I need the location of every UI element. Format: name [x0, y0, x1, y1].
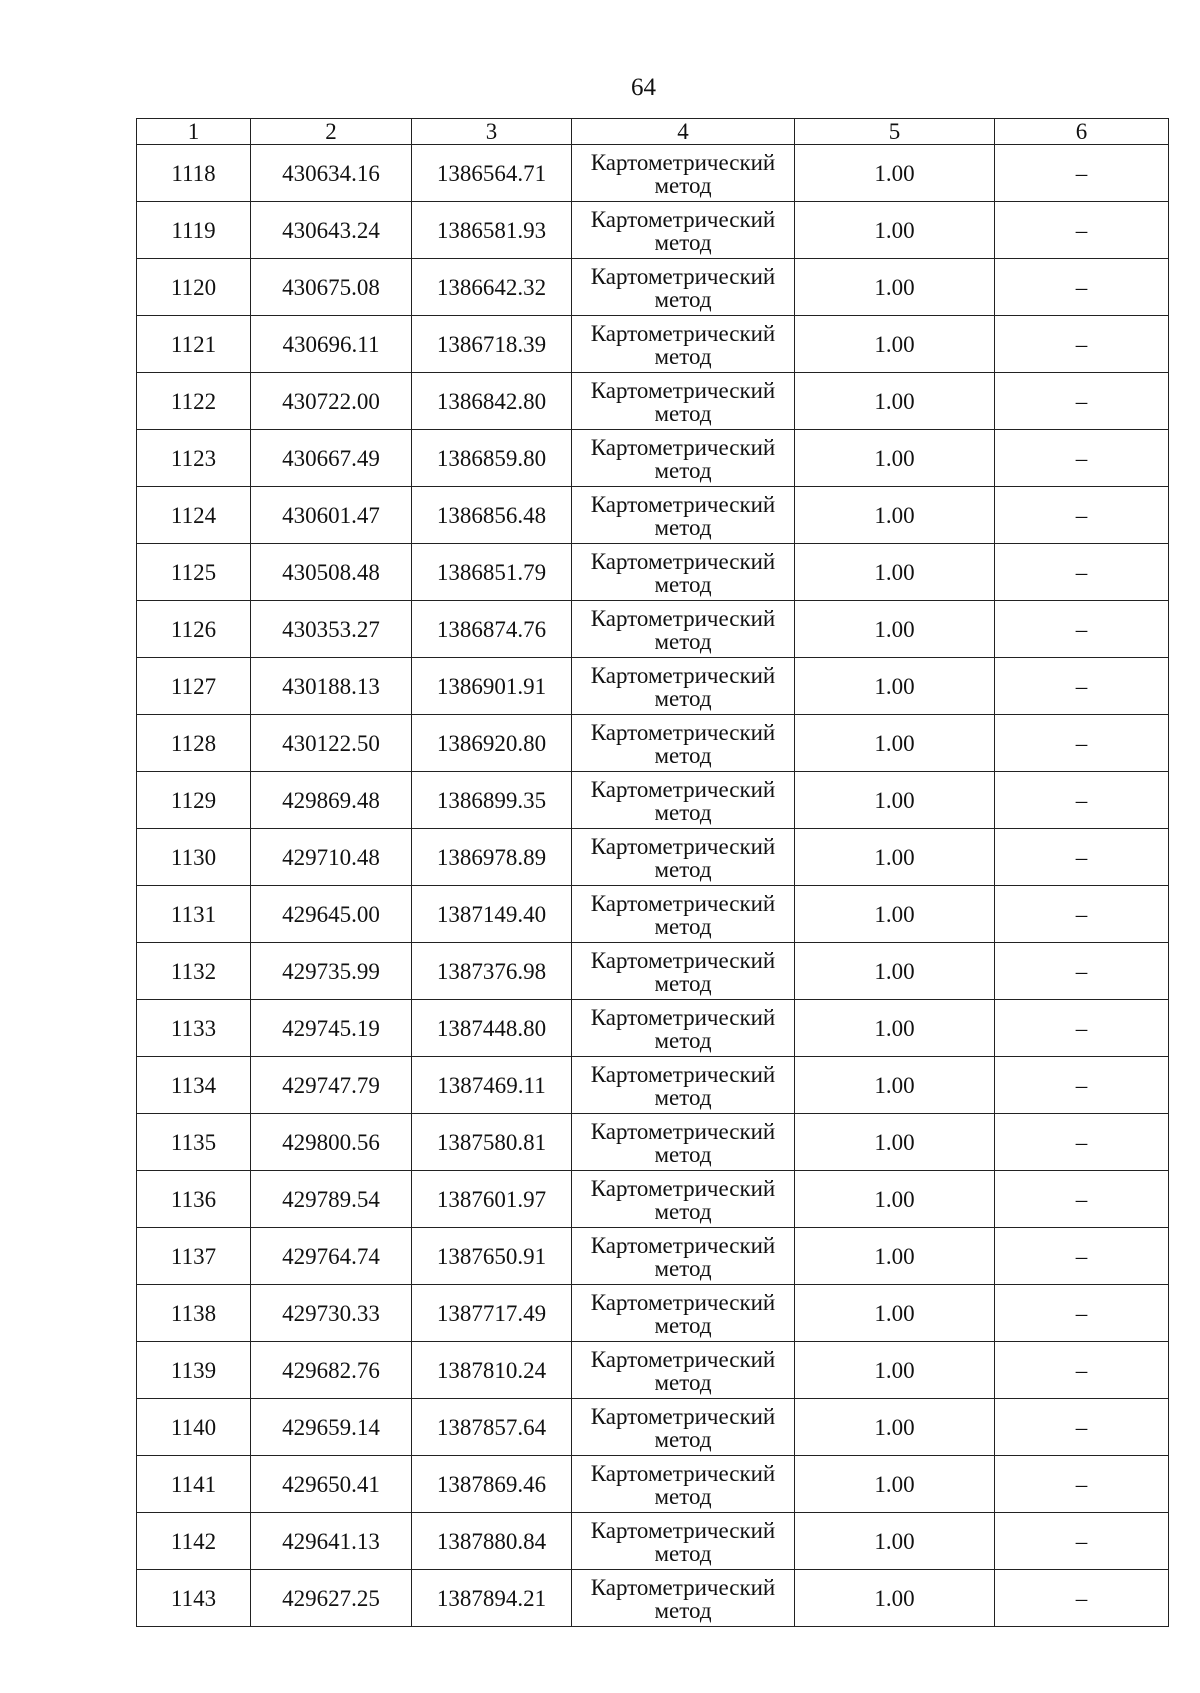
note-cell: – — [995, 715, 1169, 772]
accuracy-cell: 1.00 — [795, 601, 995, 658]
accuracy-cell: 1.00 — [795, 430, 995, 487]
x-coordinate-cell: 430188.13 — [251, 658, 412, 715]
method-line-1: Картометрический — [590, 1575, 776, 1600]
method-line-2: метод — [654, 743, 712, 768]
accuracy-cell: 1.00 — [795, 829, 995, 886]
note-cell: – — [995, 829, 1169, 886]
method-cell — [572, 1114, 795, 1171]
header-row — [137, 119, 1169, 145]
y-coordinate-cell: 1387469.11 — [412, 1057, 572, 1114]
y-coordinate-cell: 1386899.35 — [412, 772, 572, 829]
method-line-1: Картометрический — [590, 1062, 776, 1087]
table-row — [137, 772, 1169, 829]
x-coordinate-cell: 430122.50 — [251, 715, 412, 772]
x-coordinate-cell: 429641.13 — [251, 1513, 412, 1570]
method-cell — [572, 145, 795, 202]
method-line-2: метод — [654, 971, 712, 996]
note-cell: – — [995, 487, 1169, 544]
header-col-4: 4 — [572, 119, 795, 145]
accuracy-cell: 1.00 — [795, 658, 995, 715]
method-line-2: метод — [654, 1370, 712, 1395]
note-cell: – — [995, 1114, 1169, 1171]
point-number-cell: 1118 — [137, 145, 251, 202]
y-coordinate-cell: 1387880.84 — [412, 1513, 572, 1570]
note-cell: – — [995, 1399, 1169, 1456]
y-coordinate-cell: 1386642.32 — [412, 259, 572, 316]
method-line-1: Картометрический — [590, 1233, 776, 1258]
y-coordinate-cell: 1386859.80 — [412, 430, 572, 487]
accuracy-cell: 1.00 — [795, 1057, 995, 1114]
accuracy-cell: 1.00 — [795, 1570, 995, 1627]
table-row — [137, 1171, 1169, 1228]
method-cell — [572, 829, 795, 886]
y-coordinate-cell: 1387894.21 — [412, 1570, 572, 1627]
point-number-cell: 1127 — [137, 658, 251, 715]
method-line-2: метод — [654, 800, 712, 825]
note-cell: – — [995, 202, 1169, 259]
method-line-2: метод — [654, 401, 712, 426]
method-line-2: метод — [654, 515, 712, 540]
note-cell: – — [995, 601, 1169, 658]
point-number-cell: 1138 — [137, 1285, 251, 1342]
method-cell — [572, 1228, 795, 1285]
table-body — [137, 145, 1169, 1627]
method-cell — [572, 1342, 795, 1399]
method-line-1: Картометрический — [590, 891, 776, 916]
y-coordinate-cell: 1387376.98 — [412, 943, 572, 1000]
note-cell: – — [995, 1228, 1169, 1285]
method-line-2: метод — [654, 458, 712, 483]
method-line-2: метод — [654, 344, 712, 369]
note-cell: – — [995, 316, 1169, 373]
method-line-2: метод — [654, 914, 712, 939]
point-number-cell: 1121 — [137, 316, 251, 373]
note-cell: – — [995, 772, 1169, 829]
method-line-1: Картометрический — [590, 492, 776, 517]
x-coordinate-cell: 430643.24 — [251, 202, 412, 259]
method-line-1: Картометрический — [590, 1518, 776, 1543]
method-line-2: метод — [654, 1541, 712, 1566]
header-col-6: 6 — [995, 119, 1169, 145]
y-coordinate-cell: 1387149.40 — [412, 886, 572, 943]
x-coordinate-cell: 429650.41 — [251, 1456, 412, 1513]
method-line-2: метод — [654, 287, 712, 312]
point-number-cell: 1137 — [137, 1228, 251, 1285]
method-line-1: Картометрический — [590, 777, 776, 802]
y-coordinate-cell: 1386901.91 — [412, 658, 572, 715]
x-coordinate-cell: 429800.56 — [251, 1114, 412, 1171]
table-row — [137, 715, 1169, 772]
point-number-cell: 1124 — [137, 487, 251, 544]
note-cell: – — [995, 544, 1169, 601]
method-line-1: Картометрический — [590, 1404, 776, 1429]
table-row — [137, 430, 1169, 487]
point-number-cell: 1142 — [137, 1513, 251, 1570]
table-row — [137, 1456, 1169, 1513]
x-coordinate-cell: 429764.74 — [251, 1228, 412, 1285]
method-line-1: Картометрический — [590, 435, 776, 460]
note-cell: – — [995, 658, 1169, 715]
method-line-2: метод — [654, 1598, 712, 1623]
y-coordinate-cell: 1387601.97 — [412, 1171, 572, 1228]
table-row — [137, 1570, 1169, 1627]
table-row — [137, 145, 1169, 202]
table-row — [137, 202, 1169, 259]
accuracy-cell: 1.00 — [795, 202, 995, 259]
accuracy-cell: 1.00 — [795, 544, 995, 601]
x-coordinate-cell: 429735.99 — [251, 943, 412, 1000]
page-number: 64 — [631, 74, 656, 101]
y-coordinate-cell: 1386851.79 — [412, 544, 572, 601]
method-cell — [572, 1456, 795, 1513]
note-cell: – — [995, 1057, 1169, 1114]
note-cell: – — [995, 373, 1169, 430]
table-row — [137, 658, 1169, 715]
y-coordinate-cell: 1387580.81 — [412, 1114, 572, 1171]
table-row — [137, 601, 1169, 658]
table-row — [137, 316, 1169, 373]
table-row — [137, 1285, 1169, 1342]
method-line-2: метод — [654, 857, 712, 882]
accuracy-cell: 1.00 — [795, 1456, 995, 1513]
note-cell: – — [995, 1570, 1169, 1627]
method-cell — [572, 1057, 795, 1114]
point-number-cell: 1128 — [137, 715, 251, 772]
table-row — [137, 829, 1169, 886]
table-row — [137, 259, 1169, 316]
method-line-2: метод — [654, 230, 712, 255]
method-line-1: Картометрический — [590, 834, 776, 859]
x-coordinate-cell: 429682.76 — [251, 1342, 412, 1399]
x-coordinate-cell: 430353.27 — [251, 601, 412, 658]
note-cell: – — [995, 1342, 1169, 1399]
method-cell — [572, 1570, 795, 1627]
point-number-cell: 1125 — [137, 544, 251, 601]
table-row — [137, 1399, 1169, 1456]
method-line-1: Картометрический — [590, 1290, 776, 1315]
x-coordinate-cell: 429645.00 — [251, 886, 412, 943]
method-line-2: метод — [654, 1085, 712, 1110]
table-row — [137, 487, 1169, 544]
method-cell — [572, 544, 795, 601]
x-coordinate-cell: 430675.08 — [251, 259, 412, 316]
accuracy-cell: 1.00 — [795, 1399, 995, 1456]
method-line-2: метод — [654, 1313, 712, 1338]
table-row — [137, 1513, 1169, 1570]
x-coordinate-cell: 429659.14 — [251, 1399, 412, 1456]
note-cell: – — [995, 430, 1169, 487]
method-cell — [572, 373, 795, 430]
x-coordinate-cell: 430667.49 — [251, 430, 412, 487]
accuracy-cell: 1.00 — [795, 145, 995, 202]
method-cell — [572, 1285, 795, 1342]
method-line-2: метод — [654, 572, 712, 597]
y-coordinate-cell: 1387717.49 — [412, 1285, 572, 1342]
note-cell: – — [995, 1513, 1169, 1570]
point-number-cell: 1133 — [137, 1000, 251, 1057]
point-number-cell: 1126 — [137, 601, 251, 658]
method-line-1: Картометрический — [590, 1176, 776, 1201]
note-cell: – — [995, 1285, 1169, 1342]
method-cell — [572, 1513, 795, 1570]
method-line-2: метод — [654, 1028, 712, 1053]
method-line-1: Картометрический — [590, 948, 776, 973]
accuracy-cell: 1.00 — [795, 1228, 995, 1285]
accuracy-cell: 1.00 — [795, 715, 995, 772]
accuracy-cell: 1.00 — [795, 943, 995, 1000]
note-cell: – — [995, 1000, 1169, 1057]
table-row — [137, 886, 1169, 943]
accuracy-cell: 1.00 — [795, 1171, 995, 1228]
point-number-cell: 1122 — [137, 373, 251, 430]
method-cell — [572, 772, 795, 829]
method-line-1: Картометрический — [590, 150, 776, 175]
y-coordinate-cell: 1386842.80 — [412, 373, 572, 430]
accuracy-cell: 1.00 — [795, 487, 995, 544]
accuracy-cell: 1.00 — [795, 316, 995, 373]
method-line-1: Картометрический — [590, 720, 776, 745]
y-coordinate-cell: 1386920.80 — [412, 715, 572, 772]
table-row — [137, 544, 1169, 601]
y-coordinate-cell: 1387857.64 — [412, 1399, 572, 1456]
x-coordinate-cell: 430722.00 — [251, 373, 412, 430]
method-line-2: метод — [654, 1199, 712, 1224]
method-line-1: Картометрический — [590, 378, 776, 403]
y-coordinate-cell: 1386564.71 — [412, 145, 572, 202]
point-number-cell: 1120 — [137, 259, 251, 316]
accuracy-cell: 1.00 — [795, 259, 995, 316]
method-cell — [572, 202, 795, 259]
x-coordinate-cell: 429627.25 — [251, 1570, 412, 1627]
table-row — [137, 1342, 1169, 1399]
method-cell — [572, 1000, 795, 1057]
y-coordinate-cell: 1386874.76 — [412, 601, 572, 658]
x-coordinate-cell: 429869.48 — [251, 772, 412, 829]
x-coordinate-cell: 429747.79 — [251, 1057, 412, 1114]
method-line-2: метод — [654, 629, 712, 654]
method-cell — [572, 430, 795, 487]
accuracy-cell: 1.00 — [795, 1000, 995, 1057]
method-line-1: Картометрический — [590, 663, 776, 688]
point-number-cell: 1141 — [137, 1456, 251, 1513]
x-coordinate-cell: 429730.33 — [251, 1285, 412, 1342]
method-cell — [572, 1399, 795, 1456]
x-coordinate-cell: 430696.11 — [251, 316, 412, 373]
method-cell — [572, 601, 795, 658]
point-number-cell: 1143 — [137, 1570, 251, 1627]
header-col-2: 2 — [251, 119, 412, 145]
method-line-1: Картометрический — [590, 606, 776, 631]
point-number-cell: 1131 — [137, 886, 251, 943]
method-cell — [572, 259, 795, 316]
x-coordinate-cell: 430634.16 — [251, 145, 412, 202]
method-line-1: Картометрический — [590, 1005, 776, 1030]
header-col-1: 1 — [137, 119, 251, 145]
x-coordinate-cell: 429710.48 — [251, 829, 412, 886]
point-number-cell: 1139 — [137, 1342, 251, 1399]
method-line-2: метод — [654, 1256, 712, 1281]
method-line-2: метод — [654, 1484, 712, 1509]
point-number-cell: 1132 — [137, 943, 251, 1000]
y-coordinate-cell: 1386856.48 — [412, 487, 572, 544]
note-cell: – — [995, 1171, 1169, 1228]
method-line-1: Картометрический — [590, 1461, 776, 1486]
x-coordinate-cell: 430508.48 — [251, 544, 412, 601]
y-coordinate-cell: 1386718.39 — [412, 316, 572, 373]
method-cell — [572, 886, 795, 943]
point-number-cell: 1140 — [137, 1399, 251, 1456]
method-line-1: Картометрический — [590, 549, 776, 574]
accuracy-cell: 1.00 — [795, 1285, 995, 1342]
y-coordinate-cell: 1387448.80 — [412, 1000, 572, 1057]
method-line-2: метод — [654, 1142, 712, 1167]
method-line-1: Картометрический — [590, 1119, 776, 1144]
accuracy-cell: 1.00 — [795, 373, 995, 430]
header-col-5: 5 — [795, 119, 995, 145]
point-number-cell: 1123 — [137, 430, 251, 487]
accuracy-cell: 1.00 — [795, 886, 995, 943]
method-line-2: метод — [654, 173, 712, 198]
method-cell — [572, 1171, 795, 1228]
method-cell — [572, 715, 795, 772]
method-cell — [572, 943, 795, 1000]
accuracy-cell: 1.00 — [795, 1342, 995, 1399]
point-number-cell: 1129 — [137, 772, 251, 829]
accuracy-cell: 1.00 — [795, 1513, 995, 1570]
method-cell — [572, 658, 795, 715]
point-number-cell: 1136 — [137, 1171, 251, 1228]
point-number-cell: 1130 — [137, 829, 251, 886]
table-row — [137, 943, 1169, 1000]
table-row — [137, 1057, 1169, 1114]
x-coordinate-cell: 429745.19 — [251, 1000, 412, 1057]
y-coordinate-cell: 1386581.93 — [412, 202, 572, 259]
note-cell: – — [995, 943, 1169, 1000]
note-cell: – — [995, 145, 1169, 202]
note-cell: – — [995, 1456, 1169, 1513]
table-row — [137, 1228, 1169, 1285]
method-cell — [572, 316, 795, 373]
point-number-cell: 1134 — [137, 1057, 251, 1114]
table-row — [137, 1114, 1169, 1171]
point-number-cell: 1135 — [137, 1114, 251, 1171]
table-row — [137, 1000, 1169, 1057]
table-row — [137, 373, 1169, 430]
header-col-3: 3 — [412, 119, 572, 145]
y-coordinate-cell: 1387650.91 — [412, 1228, 572, 1285]
table-header — [137, 119, 1169, 145]
method-line-2: метод — [654, 686, 712, 711]
note-cell: – — [995, 886, 1169, 943]
method-line-1: Картометрический — [590, 321, 776, 346]
method-cell — [572, 487, 795, 544]
method-line-1: Картометрический — [590, 1347, 776, 1372]
y-coordinate-cell: 1386978.89 — [412, 829, 572, 886]
method-line-2: метод — [654, 1427, 712, 1452]
method-line-1: Картометрический — [590, 207, 776, 232]
method-line-1: Картометрический — [590, 264, 776, 289]
accuracy-cell: 1.00 — [795, 1114, 995, 1171]
y-coordinate-cell: 1387810.24 — [412, 1342, 572, 1399]
x-coordinate-cell: 430601.47 — [251, 487, 412, 544]
accuracy-cell: 1.00 — [795, 772, 995, 829]
coordinates-table — [136, 118, 1169, 1627]
note-cell: – — [995, 259, 1169, 316]
point-number-cell: 1119 — [137, 202, 251, 259]
x-coordinate-cell: 429789.54 — [251, 1171, 412, 1228]
y-coordinate-cell: 1387869.46 — [412, 1456, 572, 1513]
